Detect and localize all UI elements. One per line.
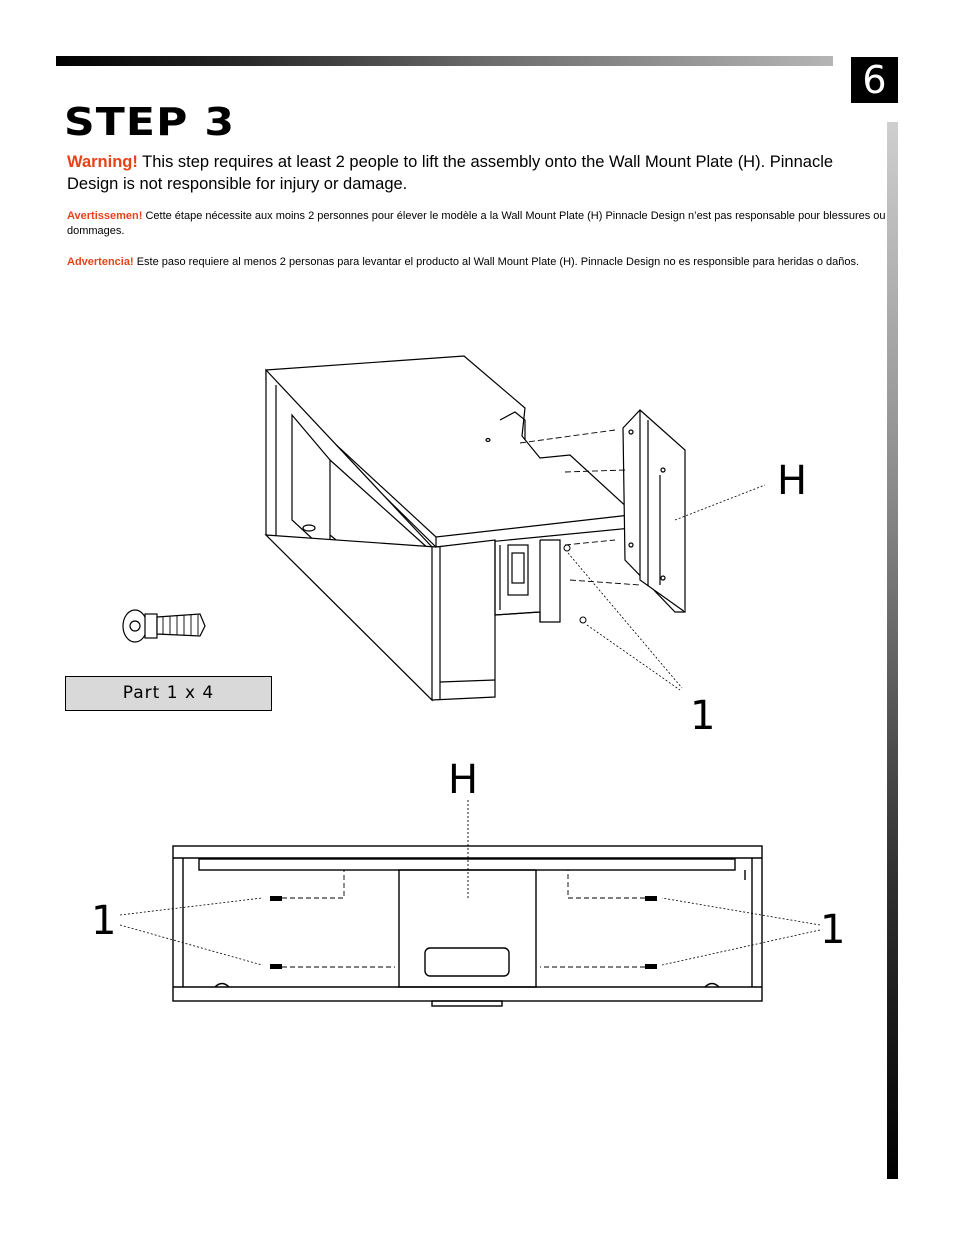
step-title: STEP 3 [64, 100, 236, 144]
warning-text: This step requires at least 2 people to lift the assembly onto the Wall Mount Plate (H). Pinnacle Design is not responsible for injury or damage. [67, 153, 834, 193]
parts-quantity-box: Part 1 x 4 [65, 676, 272, 711]
warning-text-es: Este paso requiere al menos 2 personas para levantar el producto al Wall Mount Plate (H). Pinnacle Design no es responsible para heridas o daños. [133, 256, 860, 268]
warning-label-es: Advertencia! [67, 256, 134, 268]
warning-text-fr: Cette étape nécessite aux moins 2 personnes pour élever le modèle a la Wall Mount Plate (H) Pinnacle Design n’est pas responsable pour blessures ou dommages. [67, 210, 886, 237]
callout-1-top: 1 [690, 693, 716, 739]
front-view-leaders [120, 898, 820, 965]
cabinet-illustration [266, 356, 632, 700]
page-number-badge: 6 [851, 57, 898, 103]
wall-mount-plate-h [623, 410, 685, 612]
callout-h-top: H [777, 458, 808, 504]
front-view-bolts [270, 896, 657, 969]
callout-1-left: 1 [91, 898, 117, 944]
bolt-markers [564, 545, 586, 623]
callout-h-bottom: H [448, 757, 479, 803]
front-view-dashes [282, 800, 645, 967]
callout-1-right: 1 [820, 907, 846, 953]
warning-label-fr: Avertissemen! [67, 210, 143, 222]
front-view-diagram [173, 846, 762, 1006]
screw-part-icon [123, 610, 205, 642]
warning-label: Warning! [67, 153, 138, 171]
